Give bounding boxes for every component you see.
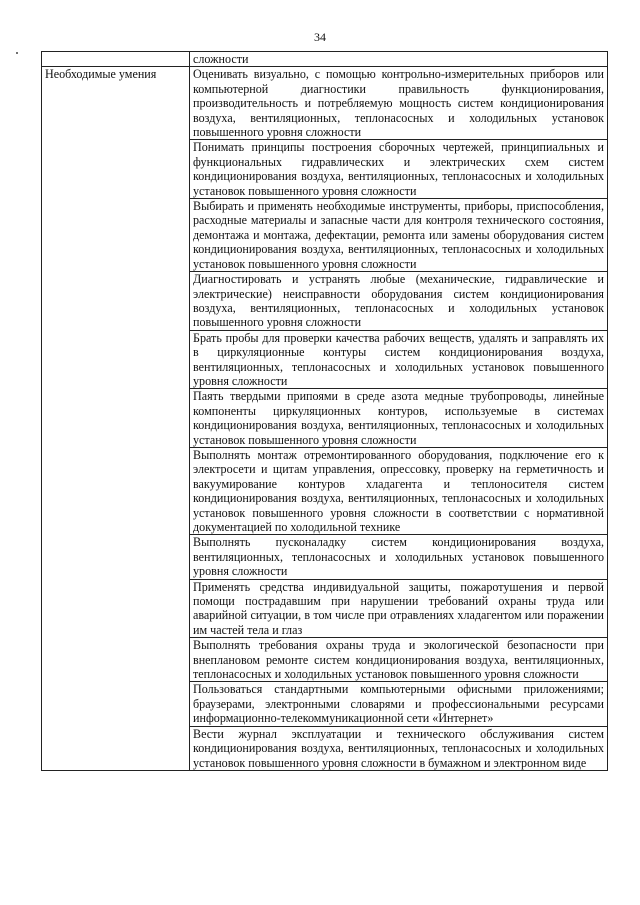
skill-item: Вести журнал эксплуатации и технического обслуживания систем кондиционирования воздуха, вентиляционных, теплонасосных и холодильных установок повышенного уровня сложности в бумажном и электронном виде	[190, 726, 608, 770]
table-row	[42, 67, 608, 140]
continuation-text: сложности	[190, 52, 608, 67]
continuation-row	[42, 52, 608, 67]
skill-item: Паять твердыми припоями в среде азота медные трубопроводы, линейные компоненты циркуляционных контуров, используемые в системах кондиционирования воздуха, вентиляционных, теплонасосных и холодильных установок повышенного уровня сложности	[190, 389, 608, 448]
page-number: 34	[314, 30, 326, 44]
scan-speck	[16, 52, 18, 54]
skill-item: Брать пробы для проверки качества рабочих веществ, удалять и заправлять их в циркуляционные контуры систем кондиционирования воздуха, вентиляционных, теплонасосных и холодильных установок повышенного уровня сложности	[190, 330, 608, 389]
skill-item: Понимать принципы построения сборочных чертежей, принципиальных и функциональных гидравлических и электрических схем систем кондиционирования воздуха, вентиляционных, теплонасосных и холодильных установок повышенного уровня сложности	[190, 140, 608, 199]
section-label: Необходимые умения	[42, 67, 190, 771]
skill-item: Выполнять пусконаладку систем кондиционирования воздуха, вентиляционных, теплонасосных и холодильных установок повышенного уровня сложности	[190, 535, 608, 579]
skill-item: Выполнять монтаж отремонтированного оборудования, подключение его к электросети и щитам управления, опрессовку, проверку на герметичность и вакуумирование контуров хладагента и теплоносителя систем кондиционирования воздуха, вентиляционных, теплонасосных и холодильных установок повышенного уровня сложности в соответствии с нормативной документацией по холодильной технике	[190, 447, 608, 534]
skill-item: Применять средства индивидуальной защиты, пожаротушения и первой помощи пострадавшим при нарушении требований охраны труда или аварийной ситуации, в том числе при отравлениях хладагентом или поражении им частей тела и глаз	[190, 579, 608, 638]
skill-item: Выбирать и применять необходимые инструменты, приборы, приспособления, расходные материалы и запасные части для контроля технического состояния, демонтажа и монтажа, дефектации, ремонта или замены оборудования систем кондиционирования воздуха, вентиляционных, теплонасосных и холодильных установок повышенного уровня сложности	[190, 199, 608, 272]
skill-item: Диагностировать и устранять любые (механические, гидравлические и электрические) неисправности оборудования систем кондиционирования воздуха, вентиляционных, теплонасосных и холодильных установок повышенного уровня сложности	[190, 272, 608, 331]
skill-item: Выполнять требования охраны труда и экологической безопасности при внеплановом ремонте систем кондиционирования воздуха, вентиляционных, теплонасосных и холодильных установок повышенного уровня сложности	[190, 638, 608, 682]
skill-item: Оценивать визуально, с помощью контрольно-измерительных приборов или компьютерной диагностики правильность функционирования, производительность и потребляемую мощность систем кондиционирования воздуха, вентиляционных, теплонасосных и холодильных установок повышенного уровня сложности	[190, 67, 608, 140]
skills-table	[41, 51, 608, 771]
skill-item: Пользоваться стандартными компьютерными офисными приложениями; браузерами, электронными словарями и профессиональными ресурсами информационно-телекоммуникационной сети «Интернет»	[190, 682, 608, 726]
continuation-label-cell	[42, 52, 190, 67]
